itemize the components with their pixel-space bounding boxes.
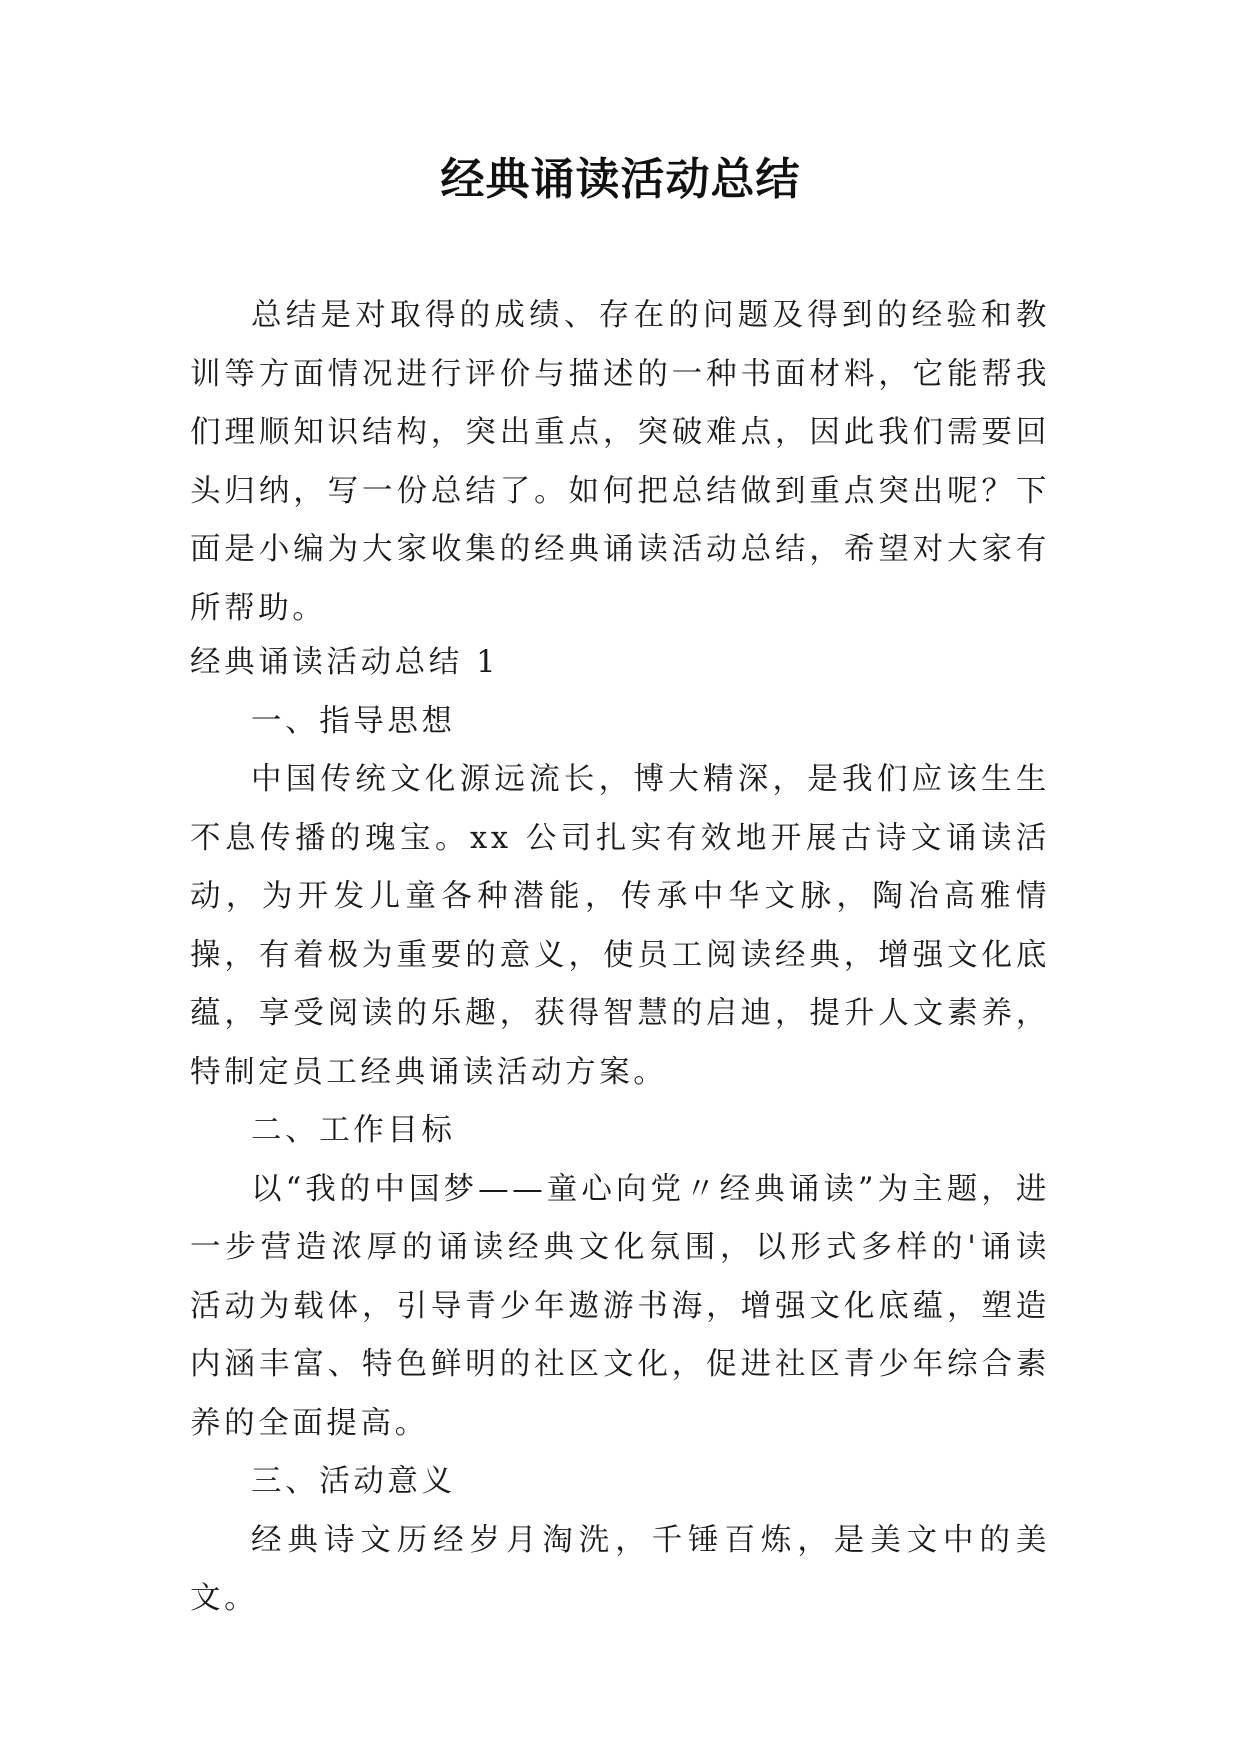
subheading-guiding-idea: 一、指导思想 bbox=[251, 703, 456, 739]
intro-paragraph: 总结是对取得的成绩、存在的问题及得到的经验和教训等方面情况进行评价与描述的一种书面材料，它能帮我们理顺知识结构，突出重点，突破难点，因此我们需要回头归纳，写一份总结了。如何把总结做到重点突出呢？下面是小编为大家收集的经典诵读活动总结，希望对大家有所帮助。 bbox=[190, 298, 1050, 626]
subheading-significance: 三、活动意义 bbox=[251, 1464, 456, 1499]
paragraph-work-goal: 以“我的中国梦——童心向党〃经典诵读”为主题，进一步营造浓厚的诵读经典文化氛围，以形式多样的'诵读活动为载体，引导青少年遨游书海，增强文化底蕴，塑造内涵丰富、特色鲜明的社区文化，促进社区青少年综合素养的全面提高。 bbox=[190, 1171, 1050, 1441]
subheading-work-goal: 二、工作目标 bbox=[251, 1113, 456, 1148]
section-block bbox=[190, 634, 1050, 1629]
page-title: 经典诵读活动总结 bbox=[440, 154, 801, 205]
intro-block bbox=[190, 287, 1050, 638]
section-heading: 经典诵读活动总结 1 bbox=[190, 645, 500, 680]
paragraph-significance: 经典诗文历经岁月淘洗，千锤百炼，是美文中的美文。 bbox=[190, 1522, 1050, 1616]
paragraph-guiding-idea: 中国传统文化源远流长，博大精深，是我们应该生生不息传播的瑰宝。xx 公司扎实有效地开展古诗文诵读活动，为开发儿童各种潜能，传承中华文脉，陶冶高雅情操，有着极为重要的意义，使员工阅读经典，增强文化底蕴，享受阅读的乐趣，获得智慧的启迪，提升人文素养，特制定员工经典诵读活动方案。 bbox=[190, 762, 1050, 1090]
